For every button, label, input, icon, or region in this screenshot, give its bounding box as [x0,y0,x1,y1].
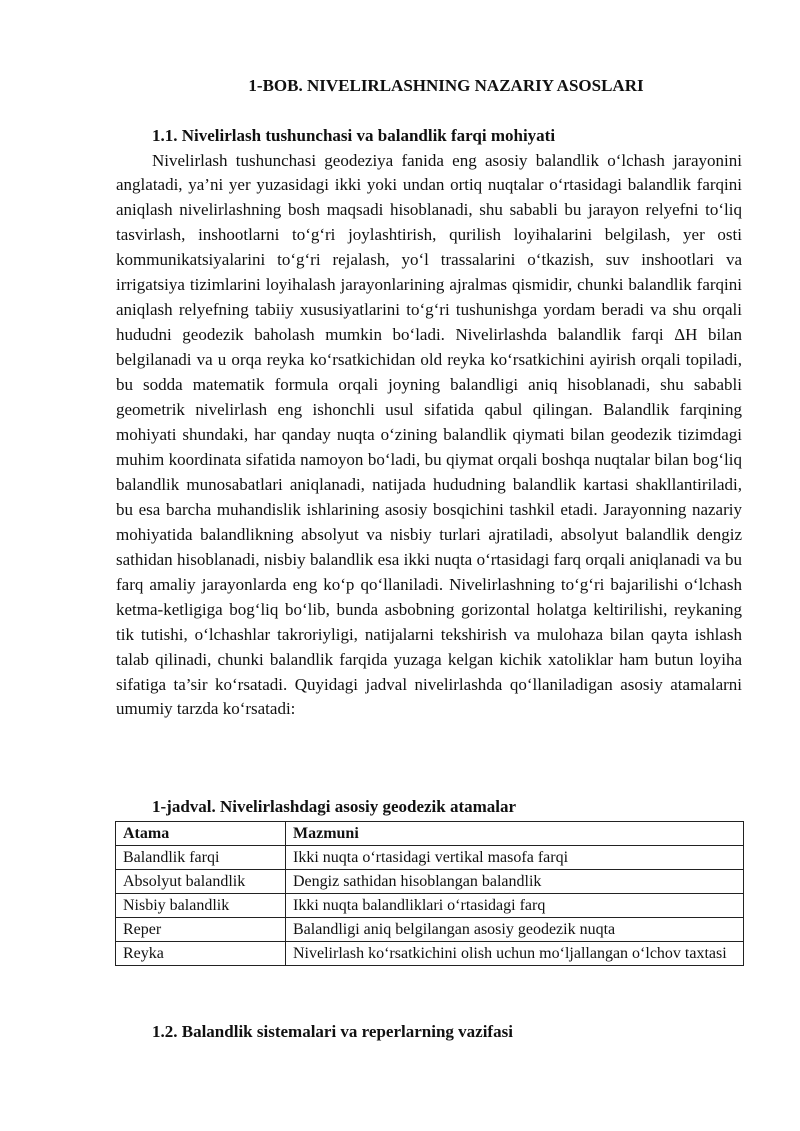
body-paragraph: Nivelirlash tushunchasi geodeziya fanida eng asosiy balandlik o‘lchash jarayonini anglatadi, ya’ni yer yuzasidagi ikki yoki undan ortiq nuqtalar o‘rtasidagi balandlik farqini aniqlash nivelirlashning bosh maqsadi hisoblanadi, shu sababli bu jarayon relyefni to‘liq tasvirlash, inshootlarni to‘g‘ri joylashtirish, qurilish loyihalarini belgilash, yer osti kommunikatsiyalarini to‘g‘ri rejalash, yo‘l trassalarini o‘tkazish, suv inshootlari va irrigatsiya tizimlarini loyihalash jarayonlarining ajralmas qismidir, chunki balandlik farqini aniqlash relyefning tabiiy xususiyatlarini to‘g‘ri tushunishga yordam beradi va shu orqali hududni geodezik baholash mumkin bo‘ladi. Nivelirlashda balandlik farqi ΔH bilan belgilanadi va u orqa reyka ko‘rsatkichidan old reyka ko‘rsatkichini ayirish orqali topiladi, bu sodda matematik formula orqali joyning balandligi aniq hisoblanadi, shu sababli geometrik nivelirlash eng ishonchli usul sifatida qabul qilingan. Balandlik farqining mohiyati shundaki, har qanday nuqta o‘zining balandlik qiymati bilan geodezik tizimdagi muhim koordinata sifatida namoyon bo‘ladi, bu qiymat orqali boshqa nuqtalar bilan bog‘liq balandlik munosabatlari aniqlanadi, natijada hududning balandlik kartasi shakllantiriladi, bu esa barcha muhandislik ishlarining asosiy bosqichini tashkil etadi. Jarayonning nazariy mohiyatida balandlikning absolyut va nisbiy turlari ajratiladi, absolyut balandlik dengiz sathidan hisoblanadi, nisbiy balandlik esa ikki nuqta o‘rtasidagi farq orqali aniqlanadi va bu farq amaliy jarayonlarda eng ko‘p qo‘llaniladi. Nivelirlashning to‘g‘ri bajarilishi o‘lchash ketma-ketligiga bog‘liq bo‘lib, bunda asbobning gorizontal holatga keltirilishi, reykaning tik tutishi, o‘lchashlar takroriyligi, natijalarni tekshirish va mulohaza bilan qayta ishlash talab qilinadi, chunki balandlik farqida yuzaga kelgan kichik xatoliklar ham butun loyiha sifatiga ta’sir ko‘rsatadi. Quyidagi jadval nivelirlashda qo‘llaniladigan asosiy atamalarni umumiy tarzda ko‘rsatadi: [116,150,742,719]
column-header-meaning: Mazmuni [286,822,744,846]
table-row [116,918,744,942]
table-row [116,942,744,966]
table-row [116,894,744,918]
term-cell: Nisbiy balandlik [116,894,286,918]
chapter-title: 1-BOB. NIVELIRLASHNING NAZARIY ASOSLARI [248,76,644,95]
section-heading-1-2: 1.2. Balandlik sistemalari va reperlarning vazifasi [152,1022,513,1041]
table-row [116,870,744,894]
table-row [116,846,744,870]
table-caption: 1-jadval. Nivelirlashdagi asosiy geodezik atamalar [152,797,517,816]
term-cell: Absolyut balandlik [116,870,286,894]
section-heading-1-1: 1.1. Nivelirlash tushunchasi va balandlik farqi mohiyati [152,126,556,145]
term-cell: Balandlik farqi [116,846,286,870]
meaning-cell: Ikki nuqta o‘rtasidagi vertikal masofa farqi [286,846,744,870]
meaning-cell: Ikki nuqta balandliklari o‘rtasidagi farq [286,894,744,918]
meaning-cell: Dengiz sathidan hisoblangan balandlik [286,870,744,894]
meaning-cell: Balandligi aniq belgilangan asosiy geodezik nuqta [286,918,744,942]
term-cell: Reyka [116,942,286,966]
terms-table [115,821,744,966]
term-cell: Reper [116,918,286,942]
column-header-term: Atama [116,822,286,846]
table-header-row [116,822,744,846]
meaning-cell: Nivelirlash ko‘rsatkichini olish uchun mo‘ljallangan o‘lchov taxtasi [286,942,744,966]
